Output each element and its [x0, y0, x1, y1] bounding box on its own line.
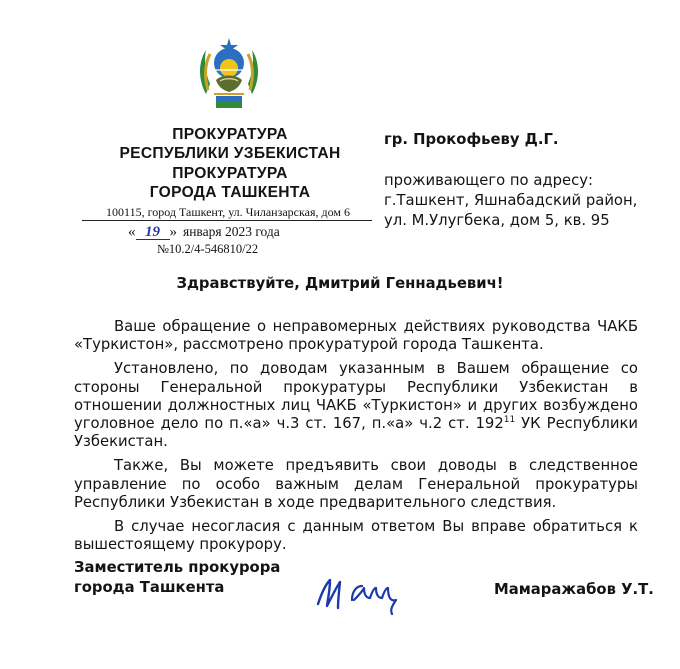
quote-open: «: [128, 224, 136, 240]
divider: [82, 220, 372, 221]
issuer-line: ПРОКУРАТУРА: [172, 164, 288, 182]
date-month-year: января 2023 года: [183, 224, 280, 239]
recipient-name: гр. Прокофьеву Д.Г.: [384, 131, 559, 148]
signer-title-line: города Ташкента: [74, 579, 225, 596]
document-number: №10.2/4-546810/22: [157, 242, 259, 256]
superscript: 11: [503, 415, 516, 426]
signer-title: [74, 558, 280, 598]
paragraph-text: Установлено, по доводам указанным в Вашем обращение со стороны Генеральной прокуратуры Республики Узбекистан в отношении должностных лиц ЧАКБ «Туркистон» и других возбуждено уголовное дело по п.«а» ч.3 ст. 167, п.«а» ч.2 ст. 192: [74, 360, 638, 433]
recipient-address-label: проживающего по адресу:: [384, 172, 593, 189]
paragraph: Также, Вы можете предъявить свои доводы в следственное управление по особо важным делам Генеральной прокуратуры Республики Узбекистан в ходе предварительного следствия.: [74, 457, 638, 511]
signer-title-line: Заместитель прокурора: [74, 559, 281, 576]
issuer-line: РЕСПУБЛИКИ УЗБЕКИСТАН: [119, 145, 341, 163]
paragraph-text: УК Республики Узбекистан.: [74, 415, 638, 451]
quote-close: »: [169, 224, 177, 240]
recipient-address-line: ул. М.Улугбека, дом 5, кв. 95: [384, 212, 610, 229]
document-date: [128, 224, 280, 241]
issuer-line: ПРОКУРАТУРА: [172, 126, 288, 143]
issuer-line: ГОРОДА ТАШКЕНТА: [149, 184, 311, 202]
letter-body: [74, 318, 638, 560]
state-emblem-icon: [196, 36, 262, 112]
paragraph: Ваше обращение о неправомерных действиях руководства ЧАКБ «Туркистон», рассмотрено прокуратурой города Ташкента.: [74, 318, 638, 354]
signer-name: Мамаражабов У.Т.: [494, 581, 654, 598]
issuer-name: [96, 125, 364, 203]
issuer-address: 100115, город Ташкент, ул. Чиланзарская, дом 6: [106, 205, 350, 219]
greeting: Здравствуйте, Дмитрий Геннадьевич!: [176, 275, 504, 292]
date-day: 19: [136, 225, 170, 240]
recipient-address-line: г.Ташкент, Яшнабадский район,: [384, 192, 638, 209]
handwritten-signature: [312, 570, 408, 616]
paragraph: В случае несогласия с данным ответом Вы вправе обратиться к вышестоящему прокурору.: [74, 518, 638, 554]
paragraph: [74, 360, 638, 451]
